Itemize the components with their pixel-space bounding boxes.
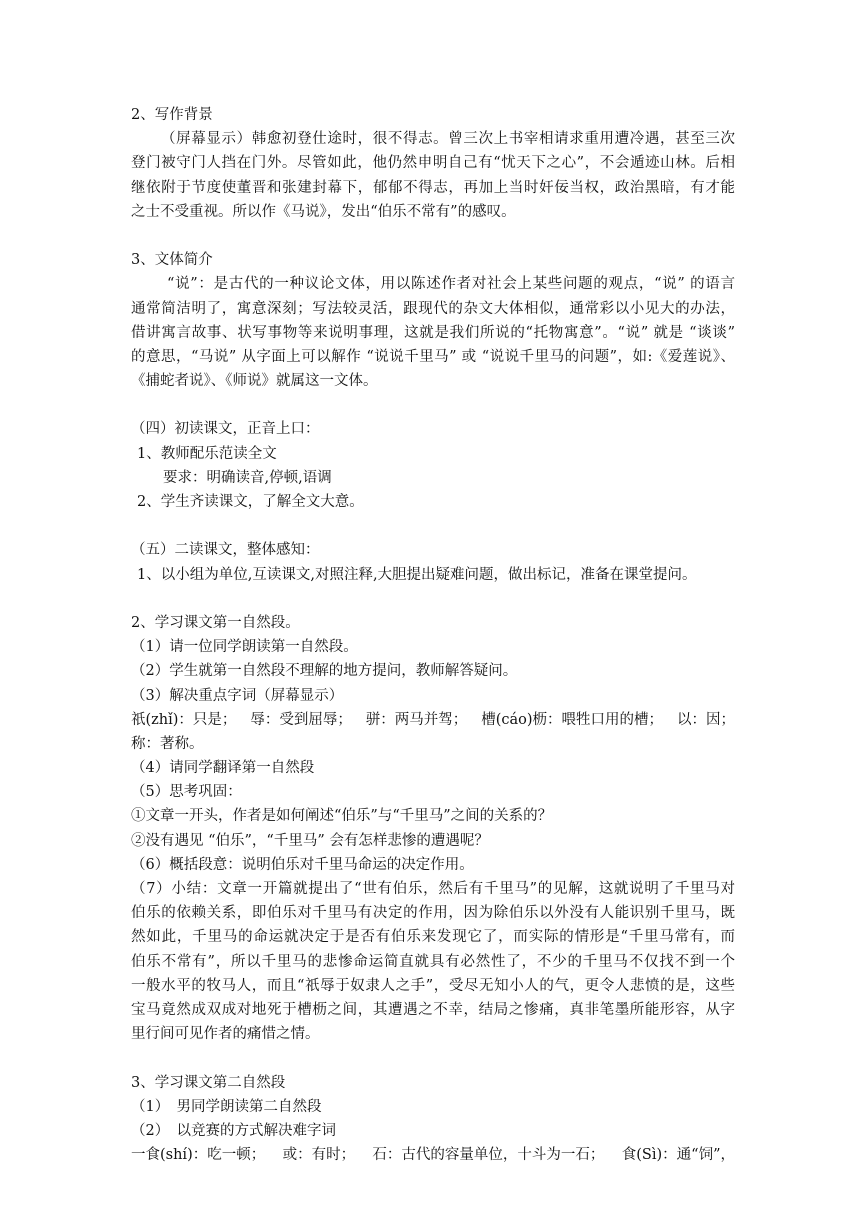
summary-line: 宝马竟然成双成对地死于槽枥之间，其遭遇之不幸，结局之惨痛，真非笔墨所能形容，从字 bbox=[131, 1001, 735, 1018]
vocab-term: 槽(cáo)枥：喂牲口用的槽； bbox=[481, 711, 664, 728]
list-item: 1、以小组为单位,互读课文,对照注释,大胆提出疑难问题，做出标记，准备在课堂提问。 bbox=[137, 566, 697, 583]
document-body bbox=[131, 103, 735, 1167]
section-heading: 3、文体简介 bbox=[131, 252, 213, 269]
summary-line: （7）小结：文章一开篇就提出了“世有伯乐，然后有千里马”的见解，这就说明了千里马对 bbox=[131, 881, 735, 897]
section-heading: 2、写作背景 bbox=[131, 107, 213, 123]
section-heading: （五）二读课文，整体感知： bbox=[131, 542, 320, 559]
summary-line: 里行间可见作者的痛惜之情。 bbox=[131, 1026, 320, 1043]
vocab-term: 以：因； bbox=[677, 711, 735, 728]
vocab-term: 石：古代的容量单位，十斗为一石； bbox=[372, 1147, 605, 1164]
paragraph-line: 的意思，“马说” 从字面上可以解作 “说说千里马” 或 “说说千里马的问题”，如:《爱莲说》、 bbox=[131, 348, 735, 365]
vocab-line bbox=[131, 1143, 735, 1167]
vocab-term: 祇(zhǐ)：只是； bbox=[131, 711, 237, 728]
paragraph-line: 《捕蛇者说》、《师说》就属这一文体。 bbox=[131, 373, 378, 390]
paragraph-line: 登门被守门人挡在门外。尽管如此，他仍然申明自己有“忧天下之心”，不会遁迹山林。后相 bbox=[131, 155, 735, 172]
paragraph-line: “说”：是古代的一种议论文体，用以陈述作者对社会上某些问题的观点，“说” 的语言 bbox=[167, 276, 735, 293]
paragraph-line: 通常简洁明了，寓意深刻；写法较灵活，跟现代的杂文大体相似，通常彩以小见大的办法， bbox=[131, 300, 735, 317]
section-heading: （四）初读课文，正音上口： bbox=[131, 421, 320, 438]
section-heading: 2、学习课文第一自然段。 bbox=[131, 614, 300, 631]
question-item: ②没有遇见 “伯乐”，“千里马” 会有怎样悲惨的遭遇呢？ bbox=[131, 832, 489, 849]
section-heading: 3、学习课文第二自然段 bbox=[131, 1074, 286, 1091]
section-first-reading bbox=[131, 417, 735, 514]
section-genre-intro bbox=[131, 248, 735, 393]
vocab-term: 或：有时； bbox=[282, 1147, 356, 1164]
vocab-term: 辱：受到屈辱； bbox=[250, 711, 352, 728]
list-item: 2、学生齐读课文，了解全文大意。 bbox=[137, 494, 364, 510]
step-item: （1）请一位同学朗读第一自然段。 bbox=[131, 639, 358, 656]
step-item: （2）学生就第一自然段不理解的地方提问，教师解答疑问。 bbox=[131, 663, 518, 680]
step-item: （6）概括段意：说明伯乐对千里马命运的决定作用。 bbox=[131, 856, 474, 873]
vocab-term: 一食(shí)：吃一顿； bbox=[131, 1147, 266, 1164]
section-paragraph-one bbox=[131, 611, 735, 1046]
step-item: （4）请同学翻译第一自然段 bbox=[131, 760, 315, 777]
list-item: 1、教师配乐范读全文 bbox=[137, 445, 277, 462]
section-paragraph-two bbox=[131, 1071, 735, 1168]
requirement-text: 要求：明确读音,停顿,语调 bbox=[163, 469, 332, 486]
vocab-line bbox=[131, 708, 735, 732]
vocab-line: 称：著称。 bbox=[131, 735, 204, 752]
step-item: （5）思考巩固： bbox=[131, 784, 242, 801]
section-second-reading bbox=[131, 538, 735, 586]
paragraph-line: 之士不受重视。所以作《马说》，发出“伯乐不常有”的感叹。 bbox=[131, 203, 516, 220]
paragraph-line: （屏幕显示）韩愈初登仕途时，很不得志。曾三次上书宰相请求重用遭冷遇，甚至三次 bbox=[161, 131, 735, 148]
step-item: （3）解决重点字词（屏幕显示） bbox=[131, 687, 344, 704]
summary-line: 然如此，千里马的命运就决定于是否有伯乐来发现它了，而实际的情形是“千里马常有，而 bbox=[131, 929, 735, 946]
step-item: （1） 男同学朗读第二自然段 bbox=[131, 1098, 322, 1115]
paragraph-line: 继依附于节度使董晋和张建封幕下，郁郁不得志，再加上当时奸佞当权，政治黑暗，有才能 bbox=[131, 179, 735, 196]
section-writing-background bbox=[131, 103, 735, 224]
step-item: （2） 以竞赛的方式解决难字词 bbox=[131, 1122, 336, 1139]
vocab-term: 骈：两马并驾； bbox=[365, 711, 468, 728]
summary-line: 伯乐的依赖关系，即伯乐对千里马有决定的作用，因为除伯乐以外没有人能识别千里马，既 bbox=[131, 905, 735, 922]
vocab-term: 食(Sì)：通“饲”， bbox=[621, 1147, 735, 1164]
paragraph-line: 借讲寓言故事、状写事物等来说明事理，这就是我们所说的“托物寓意”。“说” 就是 “谈谈” bbox=[131, 324, 735, 341]
summary-line: 伯乐不常有”，所以千里马的悲惨命运简直就具有必然性了，不少的千里马不仅找不到一个 bbox=[131, 953, 735, 970]
question-item: ①文章一开头，作者是如何阐述“伯乐”与“千里马”之间的关系的？ bbox=[131, 808, 553, 825]
summary-line: 一般水平的牧马人，而且“祇辱于奴隶人之手”，受尽无知小人的气，更令人悲愤的是，这些 bbox=[131, 977, 735, 994]
